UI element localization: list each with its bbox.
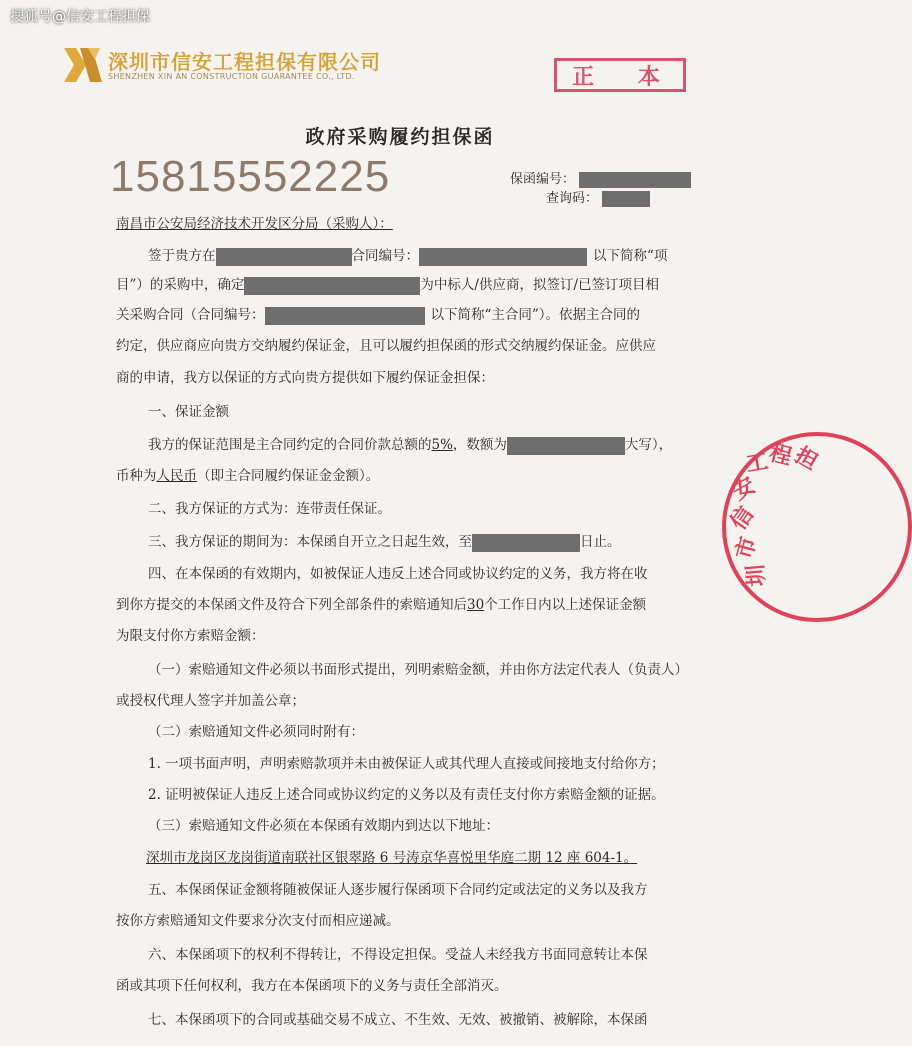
document-title: 政府采购履约担保函 <box>305 126 495 148</box>
body-line: 签于贵方在 合同编号： 以下简称“项 <box>148 248 668 264</box>
body-line: 我方的保证范围是主合同约定的合同价款总额的5%，数额为 大写）， <box>148 437 673 453</box>
section-heading: 五、本保函保证金额将随被保证人逐步履行保函项下合同约定或法定的义务以及我方 <box>148 882 648 898</box>
clause: 1. 一项书面声明，声明索赔款项并未由被保证人或其代理人直接或间接地支付给你方； <box>148 756 665 772</box>
body-line: 函或其项下任何权利，我方在本保函项下的义务与责任全部消灭。 <box>116 978 508 994</box>
body-line: 商的申请，我方以保证的方式向贵方提供如下履约保证金担保： <box>116 370 494 386</box>
section-heading: 三、我方保证的期间为：本保函自开立之日起生效，至 日止。 <box>148 534 621 550</box>
guarantee-no-row <box>510 168 691 188</box>
redaction-block <box>579 172 691 188</box>
watermark: 搜狐号@信安工程担保 <box>10 9 150 25</box>
addressee: 南昌市公安局经济技术开发区分局（采购人）： <box>116 216 393 232</box>
section-heading: 六、本保函项下的权利不得转让，不得设定担保。受益人未经我方书面同意转让本保 <box>148 947 648 963</box>
clause: （二）索赔通知文件必须同时附有： <box>148 724 364 740</box>
original-stamp-box: 正 本 <box>554 58 686 92</box>
section-heading: 一、保证金额 <box>148 404 229 420</box>
company-logo-icon <box>62 46 104 84</box>
company-name-en: SHENZHEN XIN AN CONSTRUCTION GUARANTEE CO., LTD. <box>108 72 355 81</box>
redaction-block <box>265 307 425 325</box>
redaction-block <box>602 191 650 207</box>
guarantee-no-label: 保函编号： <box>510 172 576 187</box>
section-heading: 二、我方保证的方式为：连带责任保证。 <box>148 501 391 517</box>
redaction-block <box>216 248 352 266</box>
body-line: 到你方提交的本保函文件及符合下列全部条件的索赔通知后30个工作日内以上述保证金额 <box>116 597 647 613</box>
redaction-block <box>472 534 580 552</box>
clause: 2. 证明被保证人违反上述合同或协议约定的义务以及有责任支付你方索赔金额的证据。 <box>148 787 665 803</box>
clause: （三）索赔通知文件必须在本保函有效期内到达以下地址： <box>148 818 499 834</box>
body-line: 币种为人民币（即主合同履约保证金金额）。 <box>116 468 380 484</box>
body-line: 关采购合同（合同编号： 以下简称“主合同”）。依据主合同的 <box>116 307 641 323</box>
section-heading: 七、本保函项下的合同或基础交易不成立、不生效、无效、被撤销、被解除，本保函 <box>148 1012 648 1028</box>
body-line: 按你方索赔通知文件要求分次支付而相应递减。 <box>116 913 400 929</box>
query-code-label: 查询码： <box>546 191 599 206</box>
address-line: 深圳市龙岗区龙岗街道南联社区银翠路 6 号涛京华喜悦里华庭二期 12 座 604-1。 <box>146 850 638 866</box>
company-name-cn: 深圳市信安工程担保有限公司 <box>108 50 381 74</box>
body-line: 约定，供应商应向贵方交纳履约保证金，且可以履约担保函的形式交纳履约保证金。应供应 <box>116 338 656 354</box>
query-code-row <box>546 187 650 207</box>
clause: 或授权代理人签字并加盖公章； <box>116 693 305 709</box>
redaction-block <box>419 248 587 266</box>
phone-number: 15815552225 <box>110 152 391 201</box>
body-line: 目”）的采购中，确定 为中标人/供应商，拟签订/已签订项目相 <box>116 277 660 293</box>
body-line: 为限支付你方索赔金额： <box>116 628 265 644</box>
section-heading: 四、在本保函的有效期内，如被保证人违反上述合同或协议约定的义务，我方将在收 <box>148 566 648 582</box>
company-seal: 担 程 工 安 信 市 圳 <box>722 432 912 622</box>
redaction-block <box>507 437 625 455</box>
redaction-block <box>244 277 420 295</box>
clause: （一）索赔通知文件必须以书面形式提出，列明索赔金额，并由你方法定代表人（负责人） <box>148 662 688 678</box>
